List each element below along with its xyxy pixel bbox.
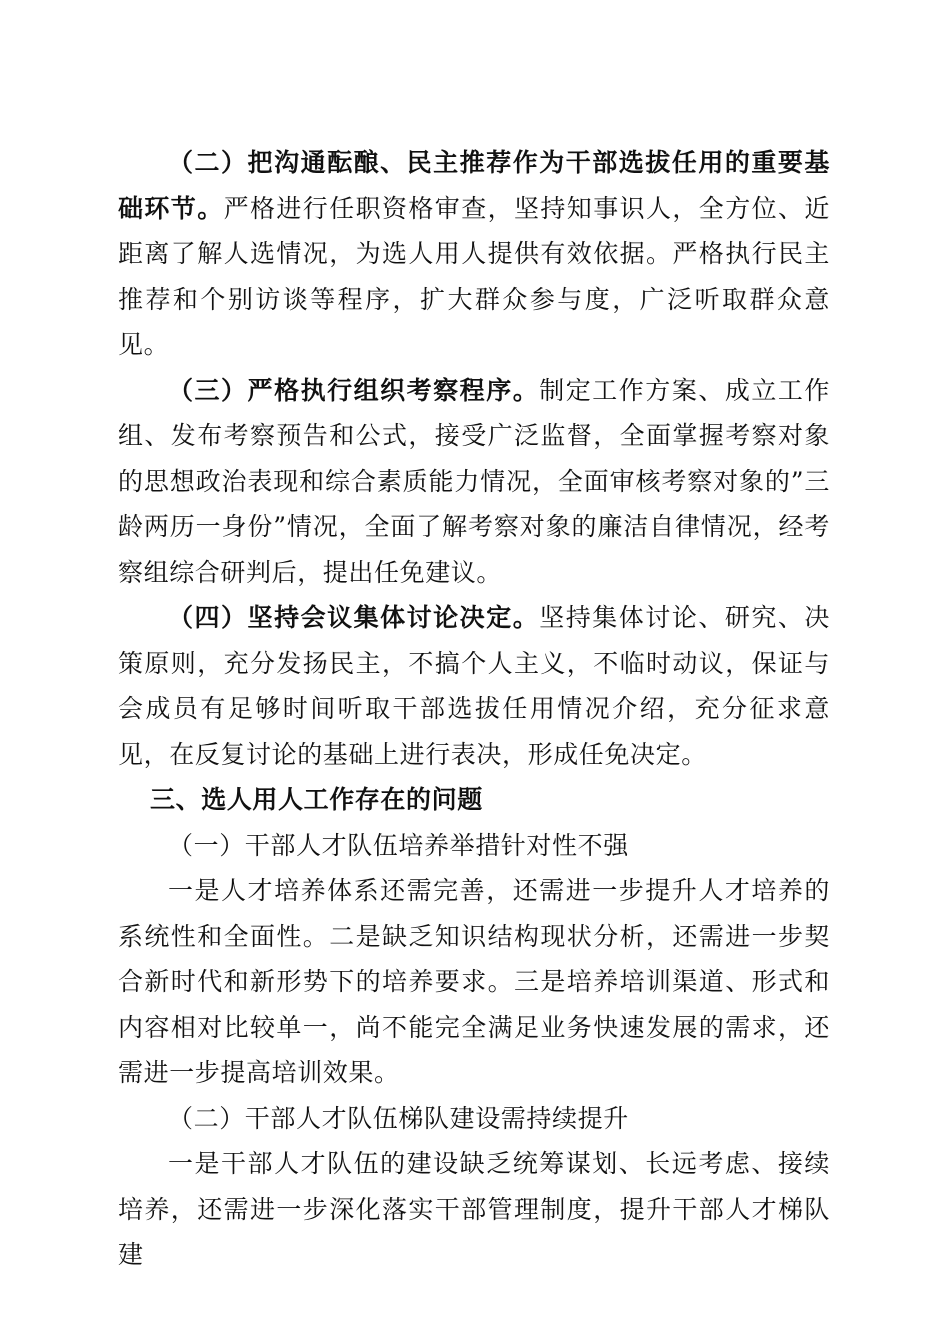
subsection-title-1: （一）干部人才队伍培养举措针对性不强 (168, 830, 629, 860)
paragraph-text: 严格进行任职资格审查，坚持知事识人，全方位、近距离了解人选情况，为选人用人提供有效依据。严格执行民主推荐和个别访谈等程序，扩大群众参与度，广泛听取群众意见。 (118, 193, 830, 359)
paragraph-lead: （三）严格执行组织考察程序。 (168, 375, 540, 405)
document-body (118, 140, 830, 1278)
paragraph-lead: （四）坚持会议集体讨论决定。 (168, 603, 540, 632)
paragraph-lead: （二）把沟通酝酿、民主推荐作为干部选拔任用的重要基础环节。 (118, 148, 830, 223)
paragraph-text: 坚持集体讨论、研究、决策原则，充分发扬民主，不搞个人主义，不临时动议，保证与会成员有足够时间听取干部选拔任用情况介绍，充分征求意见，在反复讨论的基础上进行表决，形成任免决定。 (118, 603, 830, 769)
section-heading: 三、选人用人工作存在的问题 (150, 785, 483, 814)
paragraph-consultation (118, 140, 830, 368)
paragraph-collective-decision (118, 595, 830, 777)
subsection-body-1: 一是人才培养体系还需完善，还需进一步提升人才培养的系统性和全面性。二是缺乏知识结构现状分析，还需进一步契合新时代和新形势下的培养要求。三是培养培训渠道、形式和内容相对比较单一，尚不能完全满足业务快速发展的需求，还需进一步提高培训效果。 (118, 876, 830, 1087)
paragraph-text: 制定工作方案、成立工作组、发布考察预告和公式，接受广泛监督，全面掌握考察对象的思想政治表现和综合素质能力情况，全面审核考察对象的”三龄两历一身份”情况，全面了解考察对象的廉洁自律情况，经考察组综合研判后，提出任免建议。 (118, 375, 830, 587)
paragraph-inspection (118, 368, 830, 596)
subsection-body-2: 一是干部人才队伍的建设缺乏统筹谋划、长远考虑、接续培养，还需进一步深化落实干部管理制度，提升干部人才梯队建 (118, 1149, 830, 1269)
subsection-title-2: （二）干部人才队伍梯队建设需持续提升 (168, 1103, 629, 1133)
